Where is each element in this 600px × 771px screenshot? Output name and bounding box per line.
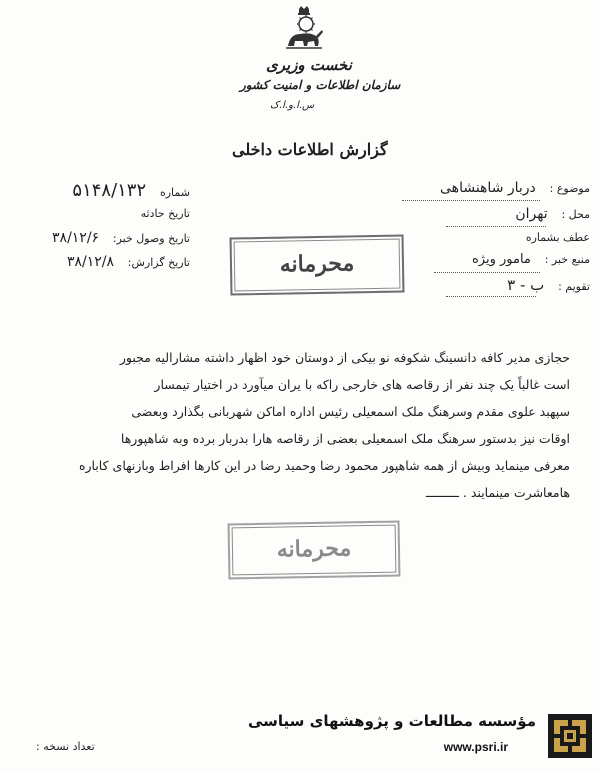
watermark-url: www.psri.ir (443, 740, 508, 754)
body-line: حجازی مدیر کافه دانسینگ شکوفه نو بیکی از دوستان خود اظهار داشته مشارالیه مجبور (119, 350, 570, 365)
body-line: سپهبد علوی مقدم وسرهنگ ملک اسمعیلی رئیس اداره اماکن شهربانی بگذارد وبعضی (131, 404, 570, 419)
org-name-line-1: نخست وزیری (266, 56, 352, 74)
evaluation-field (420, 276, 590, 294)
incident-date-field (30, 206, 190, 220)
org-name-line-2: سازمان اطلاعات و امنیت کشور (240, 78, 401, 92)
watermark-title: مؤسسه مطالعات و پژوهشهای سیاسی (247, 712, 536, 730)
body-line: هامعاشرت مینمایند . ـــــــــ (425, 485, 570, 500)
copies-count-label: تعداد نسخه : (36, 740, 95, 753)
location-value: تهران (515, 206, 548, 222)
report-date-field (8, 254, 190, 270)
lion-and-sun-emblem (282, 6, 326, 52)
received-date-field (8, 230, 190, 246)
location-label: محل : (561, 208, 590, 221)
source-value: مامور ویژه (471, 252, 531, 267)
org-name-line-3: س.ا.و.ا.ک (270, 100, 315, 111)
number-label: شماره (159, 186, 190, 199)
received-date-value: ۳۸/۱۲/۶ (52, 230, 100, 246)
report-body (50, 344, 570, 506)
report-title: گزارش اطلاعات داخلی (232, 140, 388, 159)
report-date-label: تاریخ گزارش: (127, 256, 190, 269)
subject-value: دربار شاهنشاهی (440, 180, 536, 196)
evaluation-dotted-line (446, 296, 536, 297)
body-line: معرفی مینماید وبیش از همه شاهپور محمود رضا وحمید رضا در این کارها افراط وبازنهای کاباره (78, 458, 570, 473)
confidential-stamp-top: محرمانه (230, 234, 405, 295)
body-line: اوقات نیز بدستور سرهنگ ملک اسمعیلی بعضی از رقاصه هارا بدربار برده وبه شاهپورها (120, 431, 570, 446)
source-dotted-line (434, 272, 540, 273)
received-date-label: تاریخ وصول خبر: (112, 232, 190, 245)
confidential-stamp-bottom: محرمانه (228, 521, 401, 580)
psri-logo-icon (548, 714, 592, 758)
incident-date-label: تاریخ حادثه (140, 207, 190, 220)
archive-watermark (247, 706, 600, 771)
reference-field (430, 230, 590, 244)
location-field (420, 206, 590, 222)
body-line: است غالباً یک چند نفر از رقاصه های خارجی راکه با یران میآورد در اختیار تیمسار (154, 377, 570, 392)
source-label: منبع خبر : (544, 253, 590, 266)
evaluation-label: تقویم : (558, 280, 590, 293)
subject-dotted-line (402, 200, 540, 201)
subject-field (380, 180, 590, 196)
number-field (30, 180, 190, 201)
evaluation-value: ب - ۳ (507, 276, 545, 294)
subject-label: موضوع : (549, 182, 590, 195)
number-value: ۵۱۴۸/۱۳۲ (72, 180, 147, 201)
report-date-value: ۳۸/۱۲/۸ (66, 254, 114, 270)
source-field (380, 252, 590, 267)
reference-label: عطف بشماره (525, 231, 590, 244)
location-dotted-line (446, 226, 546, 227)
